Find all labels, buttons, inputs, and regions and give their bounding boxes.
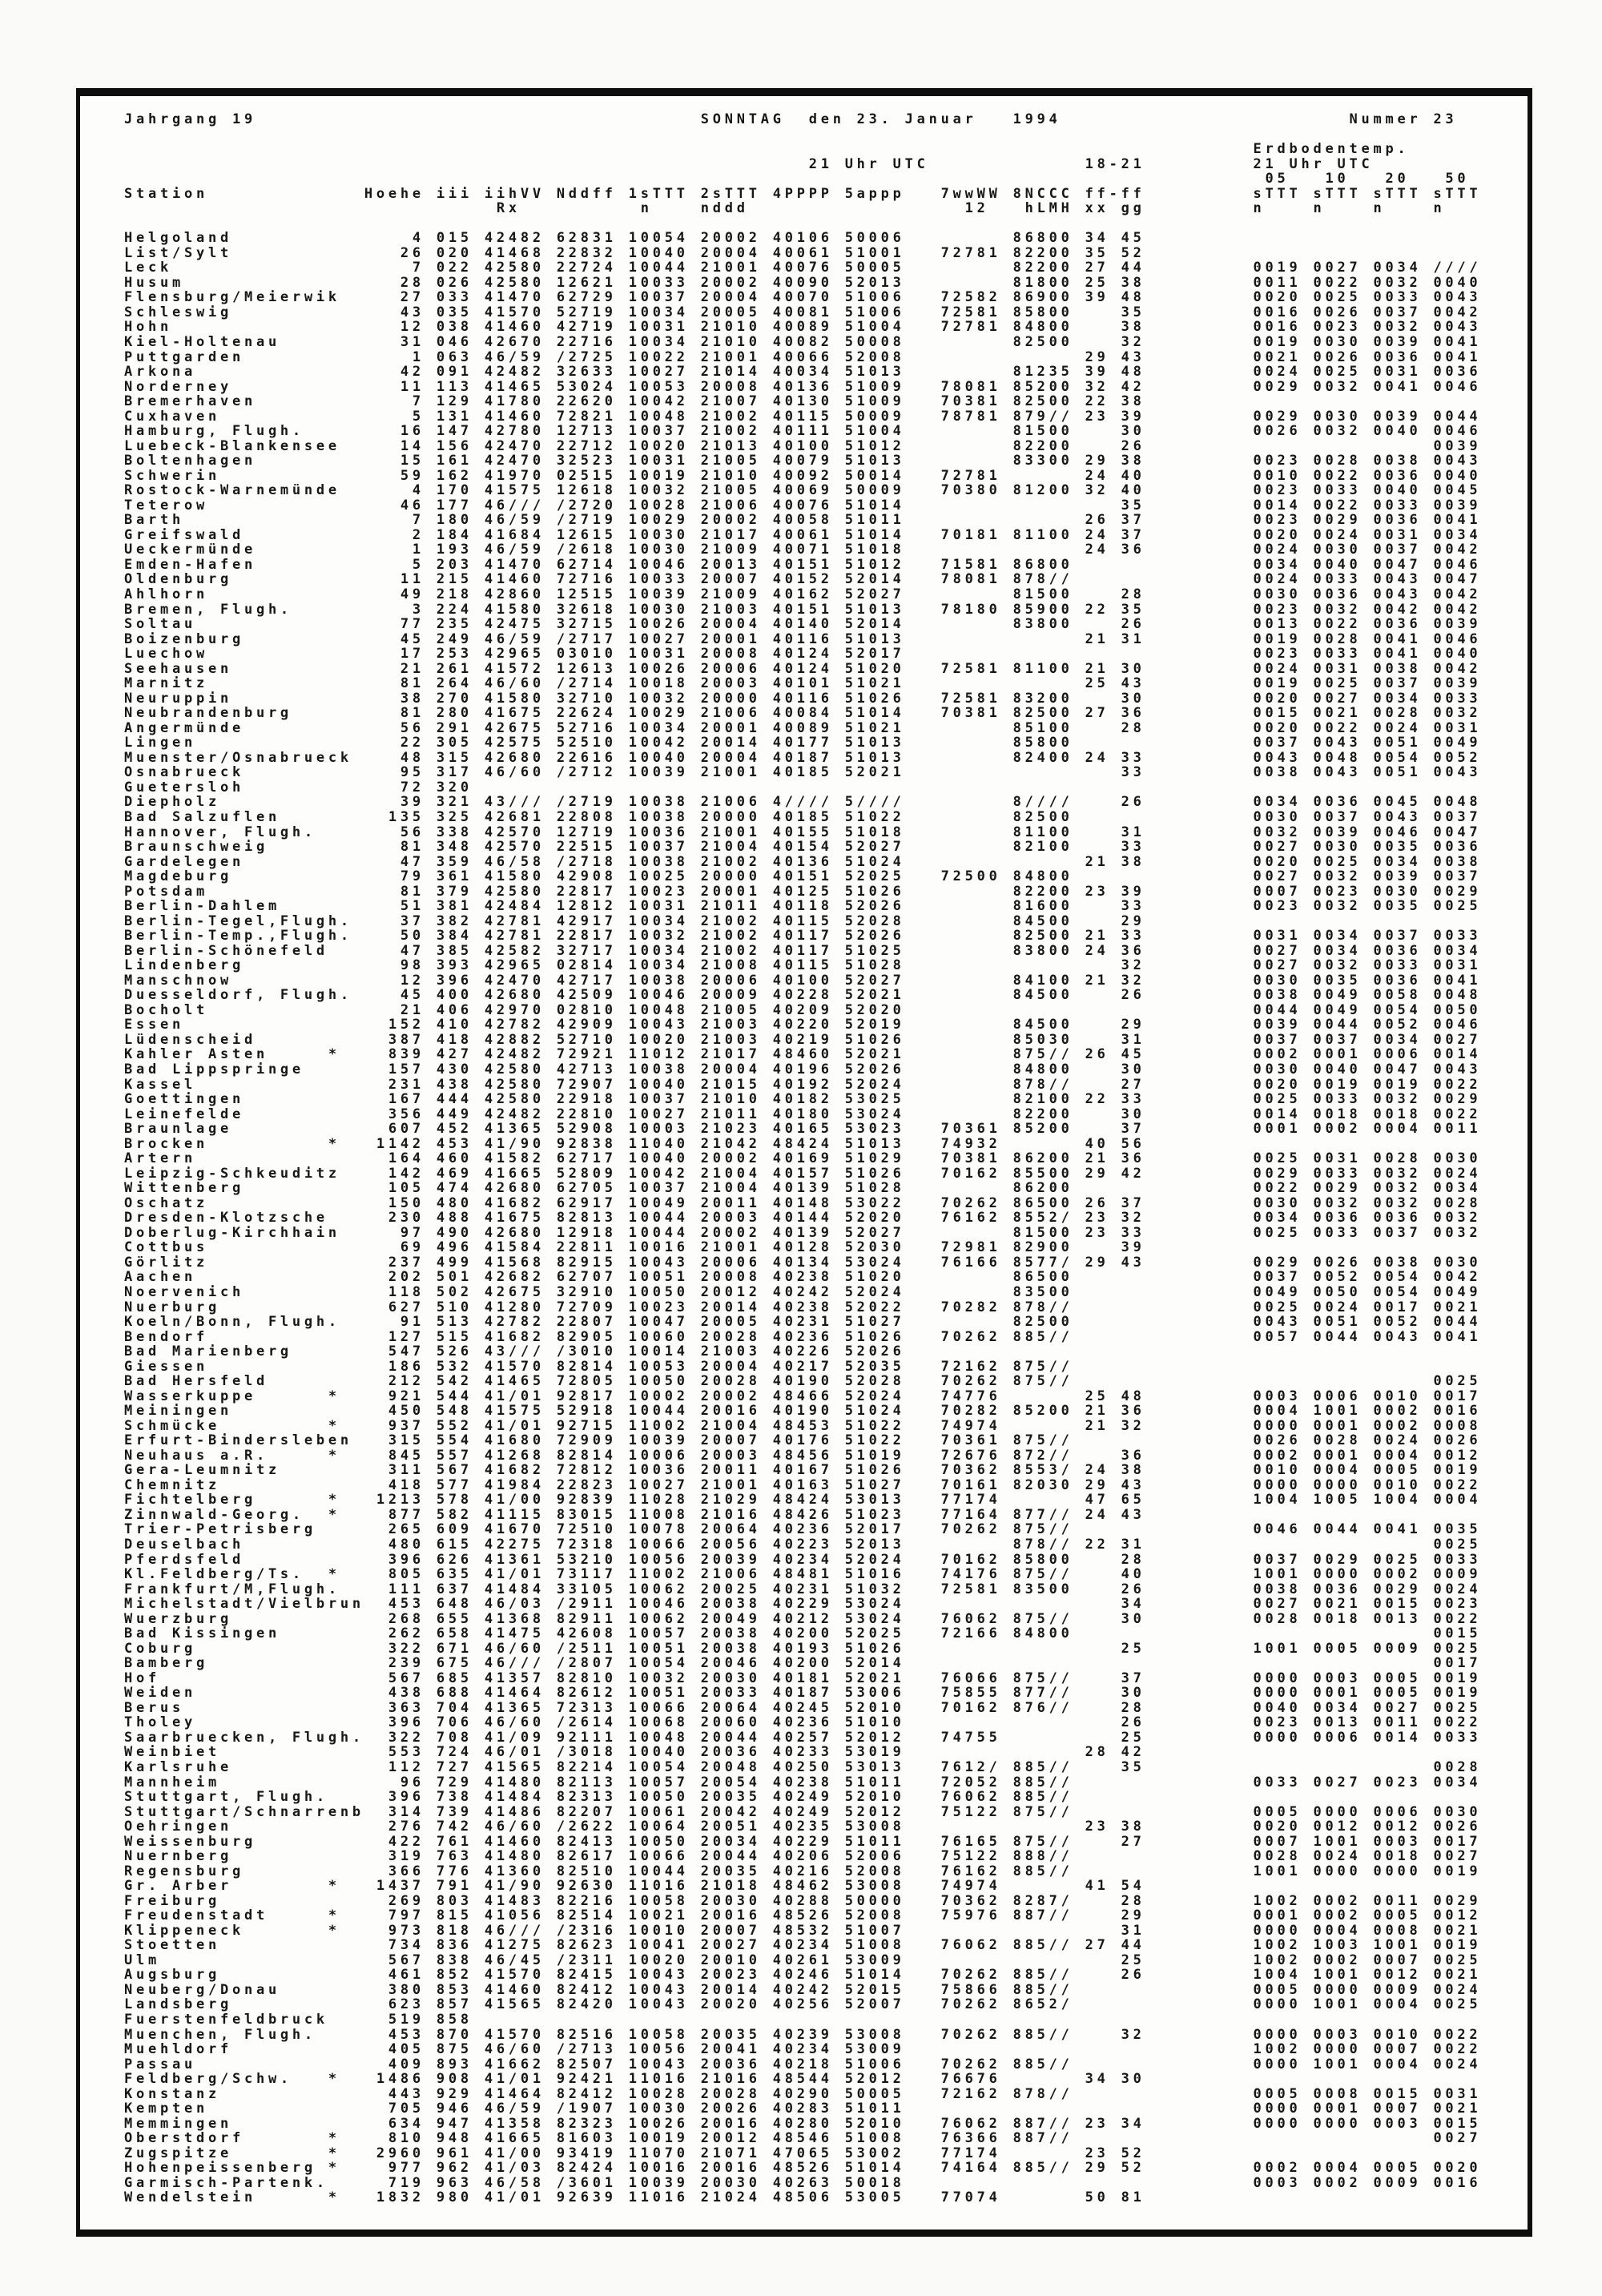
- table-row: Zinnwald-Georg. * 877 582 41115 83015 11008 21016 48426 51023 77164 877// 24 43: [124, 1506, 1145, 1523]
- table-row: Berus 363 704 41365 72313 10066 20064 40245 52010 70162 876// 28 0040 0034 0027 0025: [124, 1699, 1482, 1716]
- table-row: Koeln/Bonn, Flugh. 91 513 42782 22807 10047 20005 40231 51027 82500 0043 0051 0052 0044: [124, 1314, 1482, 1331]
- table-row: Hannover, Flugh. 56 338 42570 12719 10036 21001 40155 51018 81100 31 0032 0039 0046 0047: [124, 824, 1482, 840]
- table-row: Stuttgart/Schnarrenb 314 739 41486 82207 10061 20042 40249 52012 75122 875// 0005 0000 0006 0030: [124, 1803, 1482, 1820]
- table-row: Bad Marienberg 547 526 43/// /3010 10014 21003 40226 52026: [124, 1343, 905, 1360]
- table-row: Soltau 77 235 42475 32715 10026 20004 40140 52014 83800 26 0013 0022 0036 0039: [124, 616, 1482, 633]
- table-row: Leck 7 022 42580 22724 10044 21001 40076 50005 82200 27 44 0019 0027 0034 ////: [124, 260, 1482, 276]
- table-row: Osnabrueck 95 317 46/60 /2712 10039 21001 40185 52021 33 0038 0043 0051 0043: [124, 764, 1482, 781]
- table-row: Neuberg/Donau 380 853 41460 82412 10043 20014 40242 52015 75866 885// 0005 0000 0009 0024: [124, 1981, 1482, 1998]
- table-row: Barth 7 180 46/59 /2719 10029 20002 40058 51011 26 37 0023 0029 0036 0041: [124, 512, 1482, 529]
- table-row: Karlsruhe 112 727 41565 82214 10054 20048 40250 53013 7612/ 885// 35 0028: [124, 1758, 1482, 1775]
- table-row: Brocken * 1142 453 41/90 92838 11040 21042 48424 51013 74932 40 56: [124, 1135, 1145, 1152]
- weather-bulletin-table: [124, 112, 1481, 2205]
- table-row: Angermünde 56 291 42675 52716 10034 20001 40089 51021 85100 28 0020 0022 0024 0031: [124, 719, 1482, 736]
- table-row: Weinbiet 553 724 46/01 /3018 10040 20036 40233 53019 28 42: [124, 1744, 1145, 1761]
- table-row: Mannheim 96 729 41480 82113 10057 20054 40238 51011 72052 885// 0033 0027 0023 0034: [124, 1774, 1482, 1790]
- table-row: Frankfurt/M,Flugh. 111 637 41484 33105 10062 20025 40231 51032 72581 83500 26 0038 0036 0029 0024: [124, 1581, 1482, 1597]
- table-row: Doberlug-Kirchhain 97 490 42680 12918 10044 20002 40139 52027 81500 23 33 0025 0033 0037 0032: [124, 1224, 1482, 1241]
- table-row: Stuttgart, Flugh. 396 738 41484 82313 10050 20035 40249 52010 76062 885//: [124, 1789, 1073, 1806]
- table-row: Duesseldorf, Flugh. 45 400 42680 42509 10046 20009 40228 52021 84500 26 0038 0049 0058 0048: [124, 987, 1482, 1004]
- table-row: Husum 28 026 42580 12621 10033 20002 40090 52013 81800 25 38 0011 0022 0032 0040: [124, 274, 1482, 291]
- table-row: Muehldorf 405 875 46/60 /2713 10056 20041 40234 53009 1002 0000 0007 0022: [124, 2041, 1482, 2058]
- table-row: Bamberg 239 675 46/// /2807 10054 20046 40200 52014 0017: [124, 1655, 1482, 1672]
- table-row: Leipzig-Schkeuditz 142 469 41665 52809 10042 21004 40157 51026 70162 85500 29 42 0029 0033 0032 0024: [124, 1165, 1482, 1182]
- table-row: Bad Salzuflen 135 325 42681 22808 10038 20000 40185 51022 82500 0030 0037 0043 0037: [124, 808, 1482, 825]
- table-row: Gardelegen 47 359 46/58 /2718 10038 21002 40136 51024 21 38 0020 0025 0034 0038: [124, 853, 1482, 870]
- table-row: Berlin-Tegel,Flugh. 37 382 42781 42917 10034 21002 40115 52028 84500 29: [124, 912, 1145, 929]
- table-row: Coburg 322 671 46/60 /2511 10051 20038 40193 51026 25 1001 0005 0009 0025: [124, 1640, 1482, 1657]
- table-row: Aachen 202 501 42682 62707 10051 20008 40238 51020 86500 0037 0052 0054 0042: [124, 1269, 1482, 1286]
- table-row: Helgoland 4 015 42482 62831 10054 20002 40106 50006 86800 34 45: [124, 230, 1145, 247]
- table-row: Schmücke * 937 552 41/01 92715 11002 21004 48453 51022 74974 21 32 0000 0001 0002 0008: [124, 1417, 1482, 1434]
- table-row: Goettingen 167 444 42580 22918 10037 21010 40182 53025 82100 22 33 0025 0033 0032 0029: [124, 1091, 1482, 1108]
- table-row: Teterow 46 177 46/// /2720 10028 21006 40076 51014 35 0014 0022 0033 0039: [124, 497, 1482, 514]
- table-row: Lingen 22 305 42575 52510 10042 20014 40177 51013 85800 0037 0043 0051 0049: [124, 735, 1482, 751]
- table-row: Schwerin 59 162 41970 02515 10019 21010 40092 50014 72781 24 40 0010 0022 0036 0040: [124, 467, 1482, 484]
- blank-row: [124, 216, 1481, 232]
- table-row: Lüdenscheid 387 418 42882 52710 10020 21003 40219 51026 85030 31 0037 0037 0034 0027: [124, 1031, 1482, 1048]
- blank-row: [124, 127, 1481, 143]
- table-row: Weissenburg 422 761 41460 82413 10050 20034 40229 51011 76165 875// 27 0007 1001 0003 0017: [124, 1833, 1482, 1850]
- table-row: Hof 567 685 41357 82810 10032 20030 40181 52021 76066 875// 37 0000 0003 0005 0019: [124, 1670, 1482, 1686]
- header-row: Station Hoehe iii iihVV Nddff 1sTTT 2sTTT 4PPPP 5appp 7wwWW 8NCCC ff-ff sTTT sTTT sTTT sTTT: [124, 185, 1482, 202]
- table-row: Magdeburg 79 361 41580 42908 10025 20000 40151 52025 72500 84800 0027 0032 0039 0037: [124, 868, 1482, 885]
- table-row: Bad Hersfeld 212 542 41465 72805 10050 20028 40190 52028 70262 875// 0025: [124, 1373, 1482, 1390]
- table-row: Bremen, Flugh. 3 224 41580 32618 10030 21003 40151 51013 78180 85900 22 35 0023 0032 0042 0042: [124, 601, 1482, 618]
- table-row: Stoetten 734 836 41275 82623 10041 20027 40234 51008 76062 885// 27 44 1002 1003 1001 0019: [124, 1937, 1482, 1954]
- table-row: Weiden 438 688 41464 82612 10051 20033 40187 53006 75855 877// 30 0000 0001 0005 0019: [124, 1685, 1482, 1702]
- table-row: Feldberg/Schw. * 1486 908 41/01 92421 11016 21016 48544 52012 76676 34 30: [124, 2071, 1145, 2088]
- table-row: Bad Lippspringe 157 430 42580 42713 10038 20004 40196 52026 84800 30 0030 0040 0047 0043: [124, 1061, 1482, 1078]
- table-row: Wuerzburg 268 655 41368 82911 10062 20049 40212 53024 76062 875// 30 0028 0018 0013 0022: [124, 1610, 1482, 1627]
- table-row: Guetersloh 72 320: [124, 779, 473, 796]
- table-row: Leinefelde 356 449 42482 22810 10027 21011 40180 53024 82200 30 0014 0018 0018 0022: [124, 1106, 1482, 1122]
- table-row: Nuerburg 627 510 41280 72709 10023 20014 40238 52022 70282 878// 0025 0024 0017 0021: [124, 1299, 1482, 1315]
- table-row: Boizenburg 45 249 46/59 /2717 10027 20001 40116 51013 21 31 0019 0028 0041 0046: [124, 630, 1482, 647]
- table-row: Braunschweig 81 348 42570 22515 10037 21004 40154 52027 82100 33 0027 0030 0035 0036: [124, 839, 1482, 856]
- table-row: Norderney 11 113 41465 53024 10053 20008 40136 51009 78081 85200 32 42 0029 0032 0041 0046: [124, 378, 1482, 395]
- table-row: Rostock-Warnemünde 4 170 41575 12618 10032 21005 40069 50009 70380 81200 32 40 0023 0033 0040 0045: [124, 482, 1482, 499]
- table-row: Wasserkuppe * 921 544 41/01 92817 10002 20002 48466 52024 74776 25 48 0003 0006 0010 0017: [124, 1388, 1482, 1404]
- table-row: Oschatz 150 480 41682 62917 10049 20011 40148 53022 70262 86500 26 37 0030 0032 0032 0028: [124, 1194, 1482, 1211]
- table-row: Wendelstein * 1832 980 41/01 92639 11016 21024 48506 53005 77074 50 81: [124, 2189, 1145, 2206]
- table-row: Ahlhorn 49 218 42860 12515 10039 21009 40162 52027 81500 28 0030 0036 0043 0042: [124, 586, 1482, 602]
- table-row: Tholey 396 706 46/60 /2614 10068 20060 40236 51010 26 0023 0013 0011 0022: [124, 1714, 1482, 1731]
- table-row: Regensburg 366 776 41360 82510 10044 20035 40216 52008 76162 885// 1001 0000 0000 0019: [124, 1863, 1482, 1879]
- table-row: Neubrandenburg 81 280 41675 22624 10029 21006 40084 51014 70381 82500 27 36 0015 0021 0028 0032: [124, 705, 1482, 722]
- table-row: Ulm 567 838 46/45 /2311 10020 20010 40261 53009 25 1002 0002 0007 0025: [124, 1952, 1482, 1968]
- table-row: Memmingen 634 947 41358 82323 10026 20016 40280 52010 76062 887// 23 34 0000 0000 0003 0015: [124, 2115, 1482, 2132]
- table-row: Freudenstadt * 797 815 41056 82514 10021 20016 48526 52008 75976 887// 29 0001 0002 0005 0012: [124, 1907, 1482, 1924]
- table-row: Boltenhagen 15 161 42470 32523 10031 21005 40079 51013 83300 29 38 0023 0028 0038 0043: [124, 453, 1482, 469]
- table-row: Neuhaus a.R. * 845 557 41268 82814 10006 20003 48456 51019 72676 872// 36 0002 0001 0004 0012: [124, 1447, 1482, 1464]
- table-row: Klippeneck * 973 818 46/// /2316 10010 20007 48532 51007 31 0000 0004 0008 0021: [124, 1922, 1482, 1939]
- table-row: Trier-Petrisberg 265 609 41670 72510 10078 20064 40236 52017 70262 875// 0046 0044 0041 0035: [124, 1521, 1482, 1538]
- table-row: Muenster/Osnabrueck 48 315 42680 22616 10040 20004 40187 51013 82400 24 33 0043 0048 0054 0052: [124, 749, 1482, 766]
- table-row: Berlin-Schönefeld 47 385 42582 32717 10034 21002 40117 51025 83800 24 36 0027 0034 0036 0034: [124, 942, 1482, 959]
- header-row: 21 Uhr UTC 18-21 21 Uhr UTC: [124, 155, 1374, 172]
- table-row: Cuxhaven 5 131 41460 72821 10048 21002 40115 50009 78781 879// 23 39 0029 0030 0039 0044: [124, 408, 1482, 425]
- table-row: Kiel-Holtenau 31 046 42670 22716 10034 21010 40082 50008 82500 32 0019 0030 0039 0041: [124, 333, 1482, 350]
- table-row: Michelstadt/Vielbrun 453 648 46/03 /2911 10046 20038 40229 53024 34 0027 0021 0015 0023: [124, 1596, 1482, 1613]
- table-row: Giessen 186 532 41570 82814 10053 20004 40217 52035 72162 875//: [124, 1358, 1073, 1375]
- table-row: Erfurt-Bindersleben 315 554 41680 72909 10039 20007 40176 51022 70361 875// 0026 0028 0024 0026: [124, 1432, 1482, 1449]
- table-row: Pferdsfeld 396 626 41361 53210 10056 20039 40234 52024 70162 85800 28 0037 0029 0025 0033: [124, 1551, 1482, 1568]
- table-row: Emden-Hafen 5 203 41470 62714 10046 20013 40151 51012 71581 86800 0034 0040 0047 0046: [124, 556, 1482, 573]
- table-row: Freiburg 269 803 41483 82216 10058 20030 40288 50000 70362 8287/ 28 1002 0002 0011 0029: [124, 1892, 1482, 1909]
- table-row: Augsburg 461 852 41570 82415 10043 20023 40246 51014 70262 885// 26 1004 1001 0012 0021: [124, 1967, 1482, 1984]
- table-row: Flensburg/Meierwik 27 033 41470 62729 10037 20004 40070 51006 72582 86900 39 48 0020 0025 0033 0043: [124, 289, 1482, 306]
- table-row: Greifswald 2 184 41684 12615 10030 21017 40061 51014 70181 81100 24 37 0020 0024 0031 0034: [124, 526, 1482, 543]
- table-row: Essen 152 410 42782 42909 10043 21003 40220 52019 84500 29 0039 0044 0052 0046: [124, 1017, 1482, 1033]
- header-row: Rx n nddd 12 hLMH xx gg n n n n: [124, 200, 1446, 217]
- table-row: Seehausen 21 261 41572 12613 10026 20006 40124 51020 72581 81100 21 30 0024 0031 0038 0042: [124, 660, 1482, 677]
- table-row: List/Sylt 26 020 41468 22832 10040 20004 40061 51001 72781 82200 35 52: [124, 244, 1145, 261]
- table-row: Hohn 12 038 41460 42719 10031 21010 40089 51004 72781 84800 38 0016 0023 0032 0043: [124, 319, 1482, 336]
- table-row: Bad Kissingen 262 658 41475 42608 10057 20038 40200 52025 72166 84800 0015: [124, 1625, 1482, 1642]
- table-row: Fuerstenfeldbruck 519 858: [124, 2012, 473, 2028]
- table-row: Artern 164 460 41582 62717 10040 20002 40169 51029 70381 86200 21 36 0025 0031 0028 0030: [124, 1150, 1482, 1167]
- table-row: Fichtelberg * 1213 578 41/00 92839 11028 21029 48424 53013 77174 47 65 1004 1005 1004 0004: [124, 1492, 1482, 1509]
- table-row: Manschnow 12 396 42470 42717 10038 20006 40100 52027 84100 21 32 0030 0035 0036 0041: [124, 972, 1482, 989]
- table-row: Nuernberg 319 763 41480 82617 10066 20044 40206 52006 75122 888// 0028 0024 0018 0027: [124, 1848, 1482, 1865]
- table-row: Bocholt 21 406 42970 02810 10048 21005 40209 52020 0044 0049 0054 0050: [124, 1001, 1482, 1018]
- table-row: Puttgarden 1 063 46/59 /2725 10022 21001 40066 52008 29 43 0021 0026 0036 0041: [124, 348, 1482, 365]
- table-row: Muenchen, Flugh. 453 870 41570 82516 10058 20035 40239 53008 70262 885// 32 0000 0003 0010 0022: [124, 2026, 1482, 2043]
- table-row: Oldenburg 11 215 41460 72716 10033 20007 40152 52014 78081 878// 0024 0033 0043 0047: [124, 571, 1482, 588]
- table-row: Cottbus 69 496 41584 22811 10016 21001 40128 52030 72981 82900 39: [124, 1239, 1145, 1256]
- table-row: Luebeck-Blankensee 14 156 42470 22712 10020 21013 40100 51012 82200 26 0039: [124, 437, 1482, 454]
- table-row: Braunlage 607 452 41365 52908 10003 21023 40165 53023 70361 85200 37 0001 0002 0004 0011: [124, 1121, 1482, 1138]
- table-row: Arkona 42 091 42482 32633 10027 21014 40034 51013 81235 39 48 0024 0025 0031 0036: [124, 364, 1482, 381]
- table-row: Zugspitze * 2960 961 41/00 93419 11070 21071 47065 53002 77174 23 52: [124, 2145, 1145, 2161]
- table-row: Görlitz 237 499 41568 82915 10043 20006 40134 53024 76166 8577/ 29 43 0029 0026 0038 0030: [124, 1254, 1482, 1271]
- table-row: Bremerhaven 7 129 41780 22620 10042 21007 40130 51009 70381 82500 22 38: [124, 393, 1145, 410]
- table-row: Hamburg, Flugh. 16 147 42780 12713 10037 21002 40111 51004 81500 30 0026 0032 0040 0046: [124, 423, 1482, 440]
- table-row: Chemnitz 418 577 41984 22823 10027 21001 40163 51027 70161 82030 29 43 0000 0000 0010 0022: [124, 1476, 1482, 1493]
- table-row: Neuruppin 38 270 41580 32710 10032 20000 40116 51026 72581 83200 30 0020 0027 0034 0033: [124, 690, 1482, 707]
- table-row: Oberstdorf * 810 948 41665 81603 10019 20012 48546 51008 76366 887// 0027: [124, 2130, 1482, 2147]
- table-row: Bendorf 127 515 41682 82905 10060 20028 40236 51026 70262 885// 0057 0044 0043 0041: [124, 1328, 1482, 1345]
- table-row: Diepholz 39 321 43/// /2719 10038 21006 4//// 5//// 8//// 26 0034 0036 0045 0048: [124, 794, 1482, 811]
- table-row: Garmisch-Partenk. 719 963 46/58 /3601 10039 20030 40263 50018 0003 0002 0009 0016: [124, 2174, 1482, 2191]
- table-row: Luechow 17 253 42965 03010 10031 20008 40124 52017 0023 0033 0041 0040: [124, 646, 1482, 663]
- table-row: Kl.Feldberg/Ts. * 805 635 41/01 73117 11002 21006 48481 51016 74176 875// 40 1001 0000 0002 0009: [124, 1566, 1482, 1583]
- header-row: 05 10 20 50: [124, 171, 1470, 187]
- table-row: Deuselbach 480 615 42275 72318 10066 20056 40223 52013 878// 22 31 0025: [124, 1537, 1482, 1553]
- table-row: Kempten 705 946 46/59 /1907 10030 20026 40283 51011 0000 0001 0007 0021: [124, 2101, 1482, 2117]
- table-row: Berlin-Dahlem 51 381 42484 12812 10031 21011 40118 52026 81600 33 0023 0032 0035 0025: [124, 898, 1482, 915]
- table-row: Hohenpeissenberg * 977 962 41/03 82424 10016 20016 48526 51014 74164 885// 29 52 0002 0004 0005 0020: [124, 2160, 1482, 2177]
- table-row: Saarbruecken, Flugh. 322 708 41/09 92111 10048 20044 40257 52012 74755 25 0000 0006 0014 0033: [124, 1729, 1482, 1746]
- table-row: Wittenberg 105 474 42680 62705 10037 21004 40139 51028 86200 0022 0029 0032 0034: [124, 1180, 1482, 1197]
- header-row: Jahrgang 19 SONNTAG den 23. Januar 1994 Nummer 23: [124, 111, 1458, 127]
- header-row: Erdbodentemp.: [124, 141, 1410, 158]
- table-row: Ueckermünde 1 193 46/59 /2618 10030 21009 40071 51018 24 36 0024 0030 0037 0042: [124, 542, 1482, 558]
- table-row: Kahler Asten * 839 427 42482 72921 11012 21017 48460 52021 875// 26 45 0002 0001 0006 0014: [124, 1046, 1482, 1063]
- table-row: Kassel 231 438 42580 72907 10040 21015 40192 52024 878// 27 0020 0019 0019 0022: [124, 1076, 1482, 1093]
- table-row: Lindenberg 98 393 42965 02814 10034 21008 40115 51028 32 0027 0032 0033 0031: [124, 957, 1482, 974]
- table-row: Konstanz 443 929 41464 82412 10028 20028 40290 50005 72162 878// 0005 0008 0015 0031: [124, 2085, 1482, 2102]
- table-row: Noervenich 118 502 42675 32910 10050 20012 40242 52024 83500 0049 0050 0054 0049: [124, 1283, 1482, 1300]
- table-row: Passau 409 893 41662 82507 10043 20036 40218 51006 70262 885// 0000 1001 0004 0024: [124, 2056, 1482, 2072]
- table-row: Schleswig 43 035 41570 52719 10034 20005 40081 51006 72581 85800 35 0016 0026 0037 0042: [124, 304, 1482, 320]
- table-row: Potsdam 81 379 42580 22817 10023 20001 40125 51026 82200 23 39 0007 0023 0030 0029: [124, 883, 1482, 900]
- table-row: Marnitz 81 264 46/60 /2714 10018 20003 40101 51021 25 43 0019 0025 0037 0039: [124, 675, 1482, 692]
- table-row: Gr. Arber * 1437 791 41/90 92630 11016 21018 48462 53008 74974 41 54: [124, 1878, 1145, 1895]
- table-row: Landsberg 623 857 41565 82420 10043 20020 40256 52007 70262 8652/ 0000 1001 0004 0025: [124, 1996, 1482, 2013]
- table-row: Oehringen 276 742 46/60 /2622 10064 20051 40235 53008 23 38 0020 0012 0012 0026: [124, 1819, 1482, 1835]
- table-row: Meiningen 450 548 41575 52918 10044 20016 40190 51024 70282 85200 21 36 0004 1001 0002 0016: [124, 1403, 1482, 1420]
- table-row: Dresden-Klotzsche 230 488 41675 82813 10044 20003 40144 52020 76162 8552/ 23 32 0034 0036 0036 0032: [124, 1210, 1482, 1227]
- table-row: Berlin-Temp.,Flugh. 50 384 42781 22817 10032 21002 40117 52026 82500 21 33 0031 0034 0037 0033: [124, 928, 1482, 945]
- table-row: Gera-Leumnitz 311 567 41682 72812 10036 20011 40167 51026 70362 8553/ 24 38 0010 0004 0005 0019: [124, 1462, 1482, 1479]
